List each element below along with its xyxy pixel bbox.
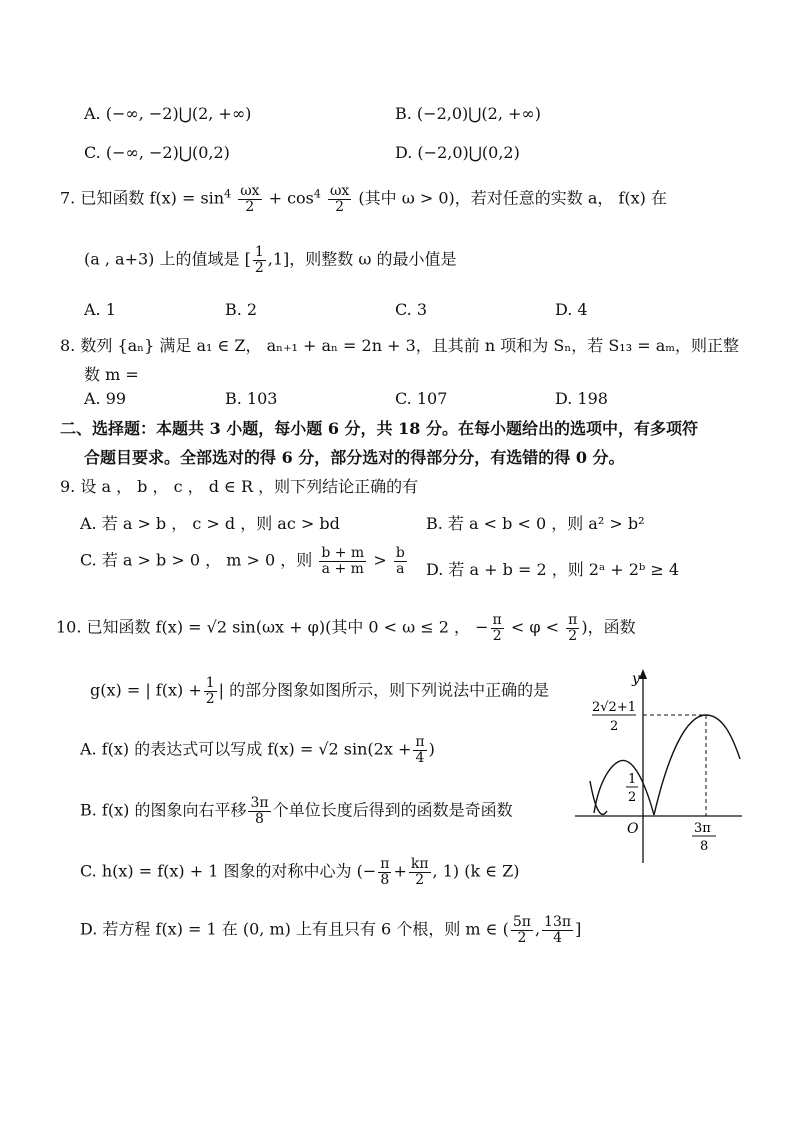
x-mark-num: 3π (694, 821, 711, 836)
q10-frac-pi2-b: $\frac{\pi}{2}$ (568, 612, 578, 644)
q7-stem-line1: 7. 已知函数 $f(x) = \sin^4$ $\frac{\omega x}{2}$ + $\cos^4$ $\frac{\omega x}{2}$ (其中 ω > 0)，若对任意的实数 a， f(x) 在 (60, 183, 667, 215)
q9-option-a: A. 若 a > b ， c > d ，则 ac > bd (80, 514, 340, 533)
q10-option-d: D. 若方程 f(x) = 1 在 (0, m) 上有且只有 6 个根，则 m ∈ ( $\frac{5\pi}{2}$ , $\frac{13\pi}{4}$ ] (80, 914, 582, 946)
q10-frac-pi2-a: $\frac{\pi}{2}$ (492, 612, 502, 644)
q9-option-d: D. 若 a + b = 2 ，则 2ᵃ + 2ᵇ ≥ 4 (426, 560, 680, 579)
q10-stem-line2: g(x) = | f(x) + $\frac{1}{2}$ | 的部分图象如图所示，则下列说法中正确的是 (90, 675, 550, 707)
q7-frac-1: $\frac{\omega x}{2}$ (240, 183, 260, 215)
q10-option-b: B. f(x) 的图象向右平移 $\frac{3\pi}{8}$ 个单位长度后得到的函数是奇函数 (80, 795, 513, 827)
q7-number: 7. (60, 188, 76, 208)
origin-label: O (627, 821, 639, 837)
q7-option-b: B. 2 (225, 300, 258, 319)
q7-option-a: A. 1 (84, 300, 116, 319)
section2-heading-line1: 二、选择题：本题共 3 小题，每小题 6 分，共 18 分。在每小题给出的选项中，有多项符 (60, 419, 698, 438)
q10-stem-line1: 10. 已知函数 f(x) = √2 sin(ωx + φ)(其中 0 < ω ≤ 2 ， − $\frac{\pi}{2}$ < φ < $\frac{\pi}{2}$ )，函数 (56, 612, 636, 644)
q10-frac-half: $\frac{1}{2}$ (205, 675, 215, 707)
y-axis-label: y (632, 671, 640, 687)
q7-frac-2: $\frac{\omega x}{2}$ (329, 183, 350, 215)
q10-a-frac: $\frac{\pi}{4}$ (415, 734, 425, 766)
q8-number: 8. (60, 336, 76, 355)
q10-d-frac-1: $\frac{5\pi}{2}$ (512, 914, 531, 946)
q7-stem-line2 (84, 245, 456, 275)
q7-text-e: ,1]，则整数 ω 的最小值是 (267, 249, 457, 269)
q10-c-frac-2: $\frac{k\pi}{2}$ (410, 856, 429, 888)
q7-text-a: 已知函数 f(x) = sin (80, 188, 225, 208)
q8-option-c: C. 107 (395, 389, 448, 408)
q10-d-frac-2: $\frac{13\pi}{4}$ (544, 914, 572, 946)
q7-frac-half: $\frac{1}{2}$ (254, 244, 264, 276)
q8-option-a: A. 99 (84, 389, 127, 408)
max-label-num: 2√2+1 (592, 700, 636, 715)
half-label-den: 2 (628, 790, 637, 805)
q10-c-frac-1: $\frac{\pi}{8}$ (380, 856, 390, 888)
q10-number: 10. (56, 617, 82, 637)
q9-stem (60, 474, 418, 497)
q9-option-b: B. 若 a < b < 0 ，则 a² > b² (426, 514, 645, 533)
q9-text: 设 a ， b ， c ， d ∈ R ，则下列结论正确的有 (80, 477, 419, 496)
q8-text: 数列 {aₙ} 满足 a₁ ∈ Z， aₙ₊₁ + aₙ = 2n + 3，且其前 n 项和为 Sₙ，若 S₁₃ = aₘ，则正整 (80, 336, 740, 355)
q8-stem-line1 (60, 333, 739, 356)
q7-option-c: C. 3 (395, 300, 428, 319)
q9-option-c: C. 若 a > b > 0 ， m > 0 ，则 $\frac{b + m}{a + m}$ > $\frac{b}{a}$ (80, 545, 405, 577)
q8-option-b: B. 103 (225, 389, 278, 408)
q10-option-c: C. h(x) = f(x) + 1 图象的对称中心为 (− $\frac{\pi}{8}$ + $\frac{k\pi}{2}$ , 1) (k ∈ Z) (80, 856, 520, 888)
q6-option-c: C. (−∞, −2)⋃(0,2) (84, 143, 230, 162)
q6-option-d: D. (−2,0)⋃(0,2) (395, 143, 520, 162)
q8-stem-line2: 数 m = (84, 365, 139, 384)
curve-left-arc (590, 781, 607, 814)
q6-option-a: A. (−∞, −2)⋃(2, +∞) (84, 104, 252, 123)
q10-option-a: A. f(x) 的表达式可以写成 f(x) = √2 sin(2x + $\frac{\pi}{4}$ ) (80, 734, 435, 766)
curve-small-arch (594, 760, 654, 815)
x-mark-den: 8 (700, 839, 709, 854)
q7-text-c: (其中 ω > 0)，若对任意的实数 a， f(x) 在 (358, 188, 667, 208)
q8-option-d: D. 198 (555, 389, 608, 408)
q7-option-d: D. 4 (555, 300, 588, 319)
max-label-den: 2 (610, 719, 619, 734)
q9-number: 9. (60, 477, 76, 496)
y-axis-arrow (639, 669, 647, 679)
q9-c-frac-1: $\frac{b + m}{a + m}$ (321, 545, 365, 577)
q7-text-b: + cos (268, 188, 314, 208)
section2-heading-line2: 合题目要求。全部选对的得 6 分，部分选对的得部分分，有选错的得 0 分。 (84, 448, 625, 467)
q7-text-d: (a , a+3) 上的值域是 [ (84, 249, 251, 269)
half-label-num: 1 (628, 772, 637, 787)
curve-large-arch (654, 715, 740, 815)
q9-c-frac-2: $\frac{b}{a}$ (395, 545, 405, 577)
q10-b-frac: $\frac{3\pi}{8}$ (250, 795, 269, 827)
function-graph (570, 665, 750, 865)
q6-option-b: B. (−2,0)⋃(2, +∞) (395, 104, 541, 123)
